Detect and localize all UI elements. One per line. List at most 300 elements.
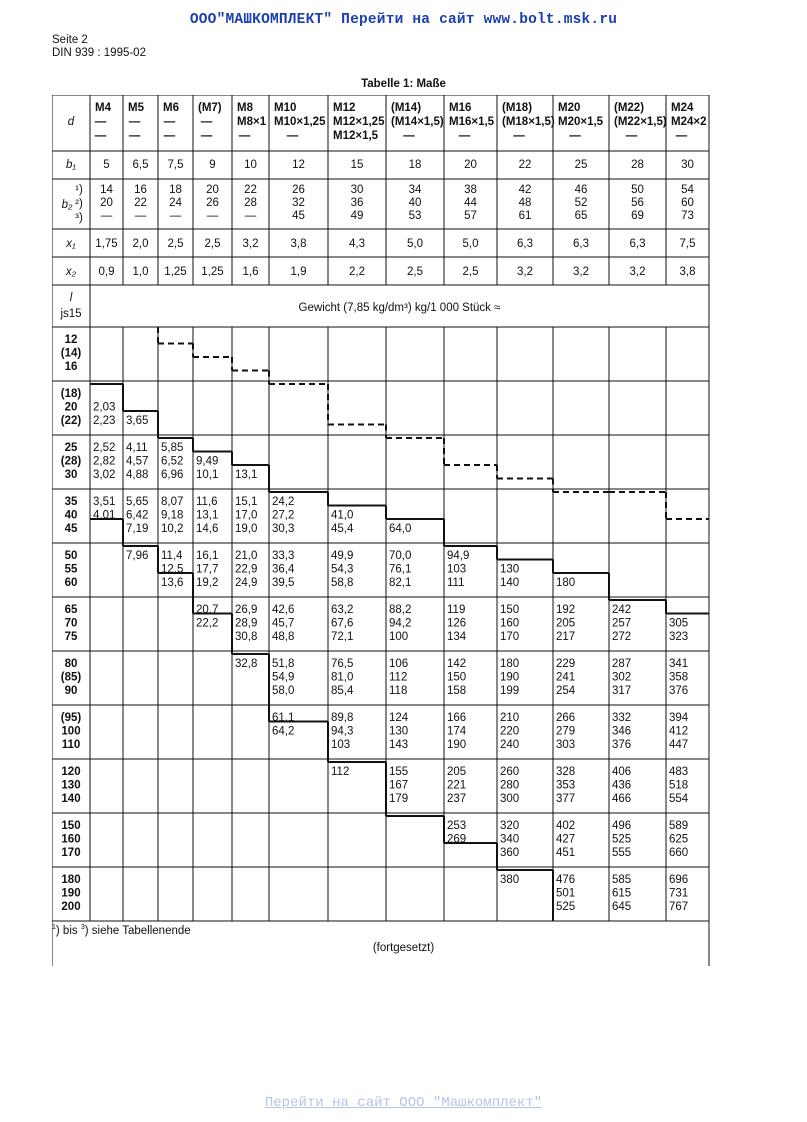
b2-value: 40 — [408, 197, 422, 209]
weight-value: 696 — [669, 874, 689, 886]
weight-value: 58,0 — [272, 685, 295, 697]
weight-value: 589 — [669, 820, 689, 832]
column-header-0: — — [94, 116, 107, 128]
weight-value: 54,9 — [272, 671, 295, 684]
column-header-12: M24×2 — [671, 116, 707, 128]
weight-value: 190 — [500, 671, 520, 684]
weight-value: 19,0 — [235, 523, 258, 535]
column-header-11: (M22×1,5) — [614, 116, 667, 128]
weight-value: 16,1 — [196, 550, 219, 562]
b2-value: 28 — [244, 197, 257, 209]
b2-footnote-marker: ³) — [75, 212, 83, 224]
b2-value: 22 — [134, 197, 147, 209]
weight-value: 645 — [612, 901, 632, 913]
weight-value: 192 — [556, 604, 576, 616]
length-label: 70 — [64, 617, 78, 630]
b2-value: 52 — [574, 197, 588, 209]
length-label: 50 — [64, 550, 78, 562]
weight-value: 8,07 — [161, 496, 184, 508]
weight-value: 130 — [500, 563, 520, 576]
weight-value: 124 — [389, 712, 409, 724]
column-header-6: M12×1,5 — [333, 130, 379, 142]
weight-value: 103 — [447, 563, 467, 576]
weight-value: 340 — [500, 833, 520, 846]
b1-value: 30 — [681, 159, 694, 171]
weight-value: 26,9 — [235, 604, 258, 616]
length-label: 55 — [64, 563, 78, 576]
weight-value: 554 — [669, 793, 689, 805]
column-header-3: — — [200, 116, 213, 128]
x2-value: 3,2 — [629, 266, 646, 278]
x2-value: 3,2 — [573, 266, 589, 278]
x1-value: 6,3 — [573, 238, 589, 250]
weight-value: 12,5 — [161, 563, 184, 576]
footnote-text: ) siehe Tabellenende — [84, 924, 191, 937]
column-header-10: M20 — [558, 102, 581, 114]
b2-value: 54 — [681, 184, 694, 196]
weight-value: 229 — [556, 658, 576, 670]
column-header-7: (M14×1,5) — [391, 116, 444, 128]
b2-value: 24 — [169, 197, 182, 209]
weight-value: 160 — [500, 617, 520, 630]
weight-value: 555 — [612, 847, 632, 859]
b2-value: 14 — [100, 184, 113, 196]
b2-value: 26 — [292, 184, 305, 196]
column-header-9: — — [513, 130, 525, 142]
weight-value: 143 — [389, 739, 409, 751]
b2-value: 36 — [350, 197, 364, 209]
weight-value: 376 — [612, 739, 632, 751]
weight-value: 9,49 — [196, 455, 219, 468]
length-label: 30 — [64, 469, 78, 481]
x2-value: 0,9 — [98, 266, 115, 278]
length-label: 35 — [64, 496, 78, 508]
column-header-1: — — [128, 116, 141, 128]
weight-value: 767 — [669, 901, 689, 913]
weight-value: 323 — [669, 631, 689, 643]
weight-value: 302 — [612, 671, 632, 684]
weight-value: 94,3 — [331, 725, 354, 738]
weight-value: 174 — [447, 725, 467, 738]
weight-value: 88,2 — [389, 604, 412, 616]
length-label: (28) — [60, 455, 82, 468]
b2-value: 65 — [574, 210, 588, 222]
b2-value: 20 — [206, 184, 219, 196]
row-label-b1: b₁ — [65, 159, 77, 171]
b1-value: 9 — [209, 159, 216, 171]
b2-value: 30 — [350, 184, 364, 196]
b1-value: 5 — [103, 159, 110, 171]
weight-value: 24,9 — [235, 577, 258, 589]
length-label: 160 — [61, 833, 81, 846]
weight-value: 140 — [500, 577, 520, 589]
x2-value: 2,2 — [349, 266, 365, 278]
weight-value: 412 — [669, 725, 689, 738]
b1-value: 22 — [518, 159, 532, 171]
weight-value: 167 — [389, 779, 409, 792]
weight-value: 94,2 — [389, 617, 412, 630]
weight-value: 13,6 — [161, 577, 184, 589]
weight-value: 58,8 — [331, 577, 354, 589]
weight-value: 266 — [556, 712, 576, 724]
weight-value: 70,0 — [389, 550, 412, 562]
column-header-6: M12 — [333, 102, 356, 114]
weight-value: 221 — [447, 779, 467, 792]
weight-value: 48,8 — [272, 631, 295, 643]
weight-value: 30,8 — [235, 631, 258, 643]
weight-value: 15,1 — [235, 496, 258, 508]
weight-value: 10,2 — [161, 523, 184, 535]
weight-value: 3,65 — [126, 415, 149, 427]
column-header-12: M24 — [671, 102, 694, 114]
site-link-footer[interactable]: Перейти на сайт ООО "Машкомплект" — [264, 1095, 543, 1111]
b1-value: 20 — [464, 159, 477, 171]
row-label-d: d — [67, 116, 75, 128]
x2-value: 3,8 — [679, 266, 696, 278]
x1-value: 3,8 — [290, 238, 307, 250]
weight-value: 17,0 — [235, 509, 258, 522]
weight-value: 150 — [500, 604, 520, 616]
b2-value: 34 — [408, 184, 422, 196]
b1-value: 28 — [631, 159, 644, 171]
row-label-js15: js15 — [60, 308, 82, 320]
column-header-0: — — [94, 130, 107, 142]
weight-value: 134 — [447, 631, 467, 643]
footnote-mark-1: 1 — [52, 924, 56, 931]
x1-value: 2,0 — [132, 238, 149, 250]
weight-value: 332 — [612, 712, 632, 724]
column-header-4: M8 — [237, 102, 253, 114]
weight-value: 64,2 — [272, 725, 295, 738]
x2-value: 1,9 — [290, 266, 307, 278]
weight-value: 150 — [447, 671, 467, 684]
x1-value: 2,5 — [167, 238, 184, 250]
b2-value: 57 — [464, 210, 477, 222]
weight-value: 9,18 — [161, 509, 184, 522]
b2-value: 44 — [464, 197, 477, 209]
weight-value: 14,6 — [196, 523, 219, 535]
weight-value: 525 — [612, 833, 632, 846]
x1-value: 4,3 — [349, 238, 365, 250]
weight-value: 30,3 — [272, 523, 295, 535]
weight-value: 28,9 — [235, 617, 258, 630]
weight-value: 6,52 — [161, 455, 184, 468]
column-header-5: M10×1,25 — [274, 116, 326, 128]
weight-value: 45,4 — [331, 523, 354, 535]
weight-value: 81,0 — [331, 671, 354, 684]
weight-value: 20,7 — [196, 604, 219, 616]
weight-value: 377 — [556, 793, 576, 805]
weight-value: 51,8 — [272, 658, 295, 670]
weight-value: 21,0 — [235, 550, 258, 562]
weight-value: 320 — [500, 820, 520, 832]
weight-value: 76,5 — [331, 658, 354, 670]
row-label-x2: x₂ — [65, 266, 77, 278]
weight-value: 7,96 — [126, 550, 149, 562]
x1-value: 1,75 — [95, 238, 118, 250]
weight-value: 4,11 — [126, 442, 148, 454]
weight-value: 279 — [556, 725, 576, 738]
length-label: 12 — [64, 334, 78, 346]
column-header-8: — — [458, 130, 471, 142]
b2-value: 38 — [464, 184, 477, 196]
weight-value: 615 — [612, 887, 632, 900]
weight-value: 269 — [447, 833, 467, 846]
length-label: (85) — [60, 671, 82, 684]
b1-value: 12 — [292, 159, 305, 171]
weight-value: 660 — [669, 847, 689, 859]
b2-value: 42 — [518, 184, 532, 196]
column-header-8: M16×1,5 — [449, 116, 495, 128]
row-label-x1: x₁ — [66, 238, 76, 250]
weight-value: 241 — [556, 671, 576, 684]
length-label: 75 — [64, 631, 78, 643]
weight-value: 210 — [500, 712, 520, 724]
weight-value: 166 — [447, 712, 467, 724]
b2-value: 48 — [518, 197, 532, 209]
weight-value: 3,02 — [93, 469, 116, 481]
weight-value: 61,1 — [272, 712, 295, 724]
column-header-8: M16 — [449, 102, 472, 114]
weight-value: 376 — [669, 685, 689, 697]
weight-value: 19,2 — [196, 577, 219, 589]
length-label: 110 — [61, 739, 81, 751]
weight-value: 180 — [556, 577, 576, 589]
b2-value: 53 — [408, 210, 422, 222]
length-label: 65 — [64, 604, 78, 616]
weight-value: 155 — [389, 766, 409, 778]
b2-value: 56 — [631, 197, 644, 209]
column-header-4: — — [238, 130, 251, 142]
footnote-connector: ) bis — [55, 924, 81, 937]
continued-note: (fortgesetzt) — [372, 942, 435, 954]
b2-value: 18 — [169, 184, 182, 196]
weight-value: 112 — [331, 766, 350, 778]
weight-value: 11,4 — [161, 550, 183, 562]
weight-value: 64,0 — [389, 523, 412, 535]
footnote-mark-3: 3 — [80, 924, 85, 931]
weight-value: 5,85 — [161, 442, 184, 454]
page-number: Seite 2 — [52, 34, 88, 46]
weight-value: 394 — [669, 712, 689, 724]
length-label: (14) — [60, 347, 82, 360]
weight-value: 257 — [612, 617, 632, 630]
weight-value: 199 — [500, 685, 520, 697]
weight-value: 32,8 — [235, 658, 258, 670]
length-label: 90 — [64, 685, 78, 697]
weight-value: 447 — [669, 739, 689, 751]
column-header-3: — — [200, 130, 213, 142]
weight-value: 585 — [612, 874, 632, 886]
b2-value: 46 — [574, 184, 588, 196]
weight-value: 130 — [389, 725, 409, 738]
b2-value: — — [134, 210, 147, 222]
row-label-l: l — [69, 292, 73, 304]
weight-value: 260 — [500, 766, 520, 778]
document-meta — [52, 34, 146, 60]
column-header-0: M4 — [95, 102, 111, 114]
weight-value: 103 — [331, 739, 351, 751]
weight-value: 49,9 — [331, 550, 354, 562]
x2-value: 1,25 — [164, 266, 187, 278]
weight-value: 6,42 — [126, 509, 149, 522]
weight-value: 483 — [669, 766, 689, 778]
length-label: 80 — [64, 658, 78, 670]
length-label: 20 — [64, 401, 78, 414]
weight-value: 205 — [556, 617, 576, 630]
column-header-2: — — [163, 130, 176, 142]
length-label: 16 — [64, 361, 78, 373]
weight-value: 525 — [556, 901, 576, 913]
length-label: 25 — [64, 442, 78, 454]
weight-value: 237 — [447, 793, 467, 805]
b1-value: 6,5 — [132, 159, 149, 171]
x2-value: 1,0 — [132, 266, 149, 278]
weight-value: 380 — [500, 874, 520, 886]
weight-value: 253 — [447, 820, 467, 832]
weight-value: 4,88 — [126, 469, 149, 481]
weight-value: 305 — [669, 617, 689, 630]
weight-value: 119 — [447, 604, 466, 616]
weight-value: 240 — [500, 739, 520, 751]
column-header-4: M8×1 — [237, 116, 267, 128]
length-label: 120 — [61, 766, 81, 778]
weight-value: 476 — [556, 874, 576, 886]
weight-value: 358 — [669, 671, 689, 684]
column-header-9: (M18) — [502, 102, 533, 114]
weight-value: 72,1 — [331, 631, 354, 643]
length-label: 130 — [61, 779, 81, 792]
weight-value: 89,8 — [331, 712, 354, 724]
column-header-11: (M22) — [614, 102, 645, 114]
column-header-7: (M14) — [391, 102, 422, 114]
weight-value: 254 — [556, 685, 576, 697]
weight-value: 42,6 — [272, 604, 295, 616]
weight-value: 317 — [612, 685, 632, 697]
footnote — [52, 924, 191, 937]
weight-value: 6,96 — [161, 469, 184, 481]
weight-value: 625 — [669, 833, 689, 846]
weight-value: 4,01 — [93, 509, 116, 522]
weight-value: 54,3 — [331, 563, 354, 576]
b2-value: 61 — [518, 210, 532, 222]
length-label: 60 — [64, 577, 78, 589]
b2-value: 22 — [244, 184, 257, 196]
weight-value: 94,9 — [447, 550, 470, 562]
weight-value: 17,7 — [196, 563, 219, 576]
weight-value: 13,1 — [235, 469, 258, 481]
b2-value: 73 — [681, 210, 694, 222]
b2-value: 49 — [350, 210, 364, 222]
b2-footnote-marker: ¹) — [75, 184, 83, 196]
b2-value: 45 — [292, 210, 305, 222]
length-label: (22) — [60, 415, 82, 427]
column-header-7: — — [403, 130, 415, 142]
b2-value: — — [100, 210, 113, 222]
weight-value: 2,23 — [93, 415, 116, 427]
length-label: 40 — [64, 509, 78, 522]
weight-value: 24,2 — [272, 496, 295, 508]
b1-value: 15 — [350, 159, 364, 171]
weight-value: 451 — [556, 847, 576, 859]
weight-value: 466 — [612, 793, 632, 805]
weight-value: 402 — [556, 820, 576, 832]
weight-value: 85,4 — [331, 685, 354, 697]
row-label-b2: b₂ — [61, 199, 73, 211]
b2-value: — — [244, 210, 257, 222]
b1-value: 10 — [244, 159, 257, 171]
weight-value: 190 — [447, 739, 467, 751]
column-header-3: (M7) — [198, 102, 222, 114]
weight-value: 100 — [389, 631, 409, 643]
weight-value: 300 — [500, 793, 520, 805]
weight-value: 5,65 — [126, 496, 149, 508]
x1-value: 3,2 — [242, 238, 259, 250]
length-label: 140 — [61, 793, 81, 805]
length-label: 100 — [61, 725, 81, 738]
weight-value: 341 — [669, 658, 689, 670]
table-title: Tabelle 1: Maße — [361, 78, 446, 90]
site-link-header[interactable]: ООО"МАШКОМПЛЕКТ" Перейти на сайт www.bolt.msk.ru — [189, 12, 618, 28]
weight-value: 45,7 — [272, 617, 295, 630]
b2-value: 50 — [631, 184, 644, 196]
weight-value: 501 — [556, 887, 576, 900]
weight-value: 63,2 — [331, 604, 354, 616]
weight-value: 11,6 — [196, 496, 218, 508]
weight-value: 518 — [669, 779, 689, 792]
column-header-10: M20×1,5 — [558, 116, 604, 128]
b2-value: 20 — [100, 197, 113, 209]
weight-value: 287 — [612, 658, 632, 670]
weight-value: 3,51 — [93, 496, 116, 508]
column-header-12: — — [675, 130, 688, 142]
weight-value: 41,0 — [331, 509, 354, 522]
b2-value: 32 — [292, 197, 305, 209]
b2-value: 60 — [681, 197, 694, 209]
weight-value: 303 — [556, 739, 576, 751]
column-header-5: M10 — [274, 102, 297, 114]
column-header-9: (M18×1,5) — [502, 116, 555, 128]
weight-value: 22,9 — [235, 563, 258, 576]
weight-value: 180 — [500, 658, 520, 670]
weight-value: 731 — [669, 887, 689, 900]
length-label: 190 — [61, 887, 81, 900]
weight-value: 205 — [447, 766, 467, 778]
weight-value: 346 — [612, 725, 632, 738]
b2-value: 16 — [134, 184, 147, 196]
x1-value: 5,0 — [462, 238, 479, 250]
length-label: 180 — [61, 874, 81, 886]
length-label: 45 — [64, 523, 78, 535]
weight-value: 217 — [556, 631, 576, 643]
x1-value: 2,5 — [204, 238, 221, 250]
b2-value: 26 — [206, 197, 219, 209]
weight-value: 2,52 — [93, 442, 116, 454]
weight-value: 27,2 — [272, 509, 295, 522]
weight-value: 36,4 — [272, 563, 295, 576]
x2-value: 3,2 — [517, 266, 533, 278]
weight-value: 220 — [500, 725, 520, 738]
weight-value: 13,1 — [196, 509, 219, 522]
weight-value: 496 — [612, 820, 632, 832]
weight-value: 7,19 — [126, 523, 149, 535]
x2-value: 2,5 — [462, 266, 479, 278]
weight-value: 67,6 — [331, 617, 354, 630]
weight-value: 142 — [447, 658, 467, 670]
length-label: (95) — [60, 712, 82, 724]
weight-value: 111 — [447, 577, 465, 589]
weight-value: 76,1 — [389, 563, 412, 576]
